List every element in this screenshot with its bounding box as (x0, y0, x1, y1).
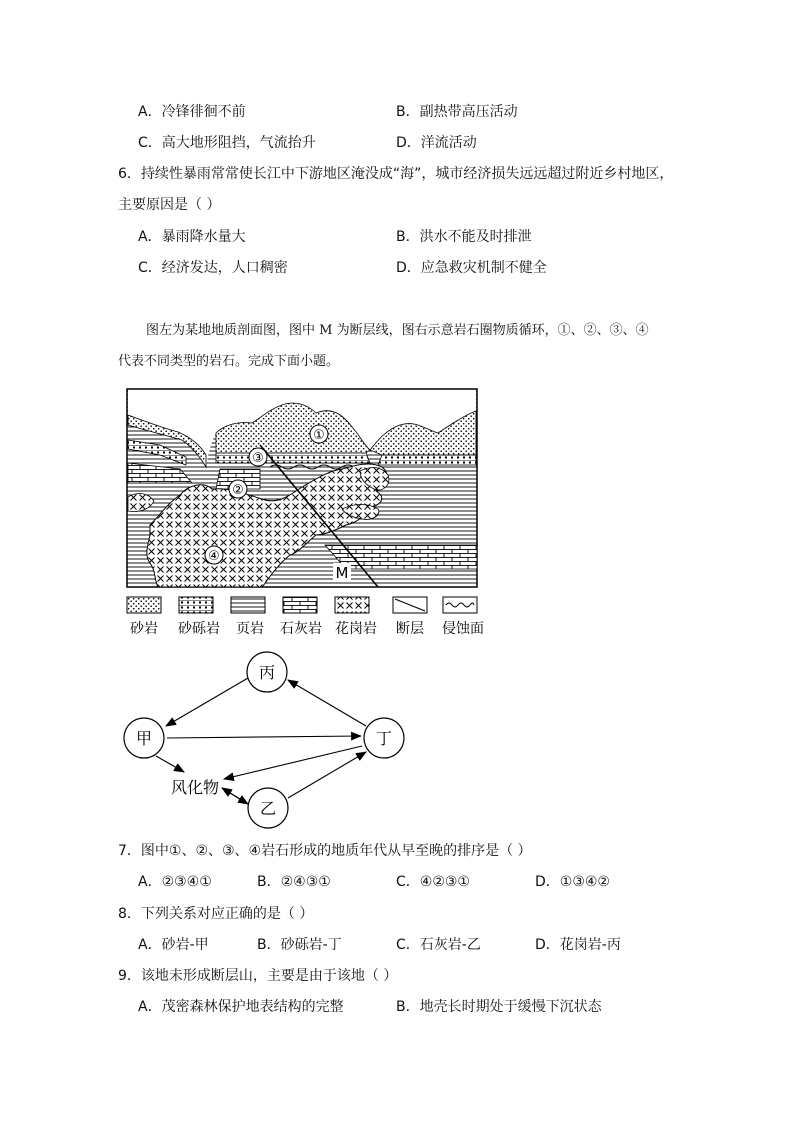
rock-label-2: ② (232, 483, 244, 498)
legend-granite: 花岗岩 (335, 621, 377, 637)
node-bing-label: 丙 (258, 663, 276, 682)
q7-option-b: B．②④③① (257, 874, 331, 890)
q6-stem-line2: 主要原因是（ ） (118, 197, 221, 213)
q5-option-b: B．副热带高压活动 (396, 104, 518, 120)
intro-line1: 图左为某地地质剖面图，图中 M 为断层线，图右示意岩石圈物质循环，①、②、③、④ (146, 323, 649, 338)
q6-stem-line1: 6．持续性暴雨常常使长江中下游地区淹没成“海”，城市经济损失远远超过附近乡村地区， (118, 166, 674, 182)
q7-stem: 7．图中①、②、③、④岩石形成的地质年代从早至晚的排序是（ ） (118, 843, 532, 859)
q6-option-c: C．经济发达，人口稠密 (138, 260, 288, 276)
node-ding-label: 丁 (375, 729, 393, 748)
legend (127, 597, 484, 637)
rock-label-3: ③ (252, 451, 264, 466)
q8-stem: 8．下列关系对应正确的是（ ） (118, 906, 314, 922)
legend-shale: 页岩 (236, 621, 264, 637)
q8-option-c: C．石灰岩-乙 (396, 937, 481, 953)
q8-option-d: D．花岗岩-丙 (535, 937, 621, 953)
q8-option-a: A．砂岩-甲 (138, 937, 209, 953)
q9-stem: 9．该地未形成断层山，主要是由于该地（ ） (118, 968, 398, 984)
q7-option-c: C．④②③① (396, 874, 470, 890)
rock-label-1: ① (313, 428, 325, 443)
intro-line2: 代表不同类型的岩石。完成下面小题。 (118, 354, 340, 369)
fault-label-m: M (335, 564, 349, 582)
q5-option-a: A．冷锋徘徊不前 (138, 104, 246, 120)
legend-sandstone: 砂岩 (130, 621, 158, 637)
q5-option-c: C．高大地形阻挡，气流抬升 (138, 135, 316, 151)
q6-option-a: A．暴雨降水量大 (138, 229, 246, 245)
legend-limestone: 石灰岩 (280, 621, 322, 637)
q9-option-b: B．地壳长时期处于缓慢下沉状态 (396, 999, 602, 1015)
geologic-section-figure (120, 385, 490, 645)
legend-gravel-sandstone: 砂砾岩 (178, 621, 220, 637)
rock-label-4: ④ (208, 549, 220, 564)
q6-option-b: B．洪水不能及时排泄 (396, 229, 532, 245)
weathering-label: 风化物 (170, 778, 220, 797)
q9-option-a: A．茂密森林保护地表结构的完整 (138, 999, 344, 1015)
q7-option-d: D．①③④② (535, 874, 610, 890)
q8-option-b: B．砂砾岩-丁 (257, 937, 342, 953)
q7-option-a: A．②③④① (138, 874, 212, 890)
node-jia-label: 甲 (135, 729, 153, 748)
node-yi-label: 乙 (259, 799, 277, 818)
q5-option-d: D．洋流活动 (396, 135, 477, 151)
q6-option-d: D．应急救灾机制不健全 (396, 260, 547, 276)
legend-fault: 断层 (396, 621, 424, 637)
rock-cycle-diagram (110, 648, 420, 838)
legend-erosion-surface: 侵蚀面 (442, 621, 484, 637)
